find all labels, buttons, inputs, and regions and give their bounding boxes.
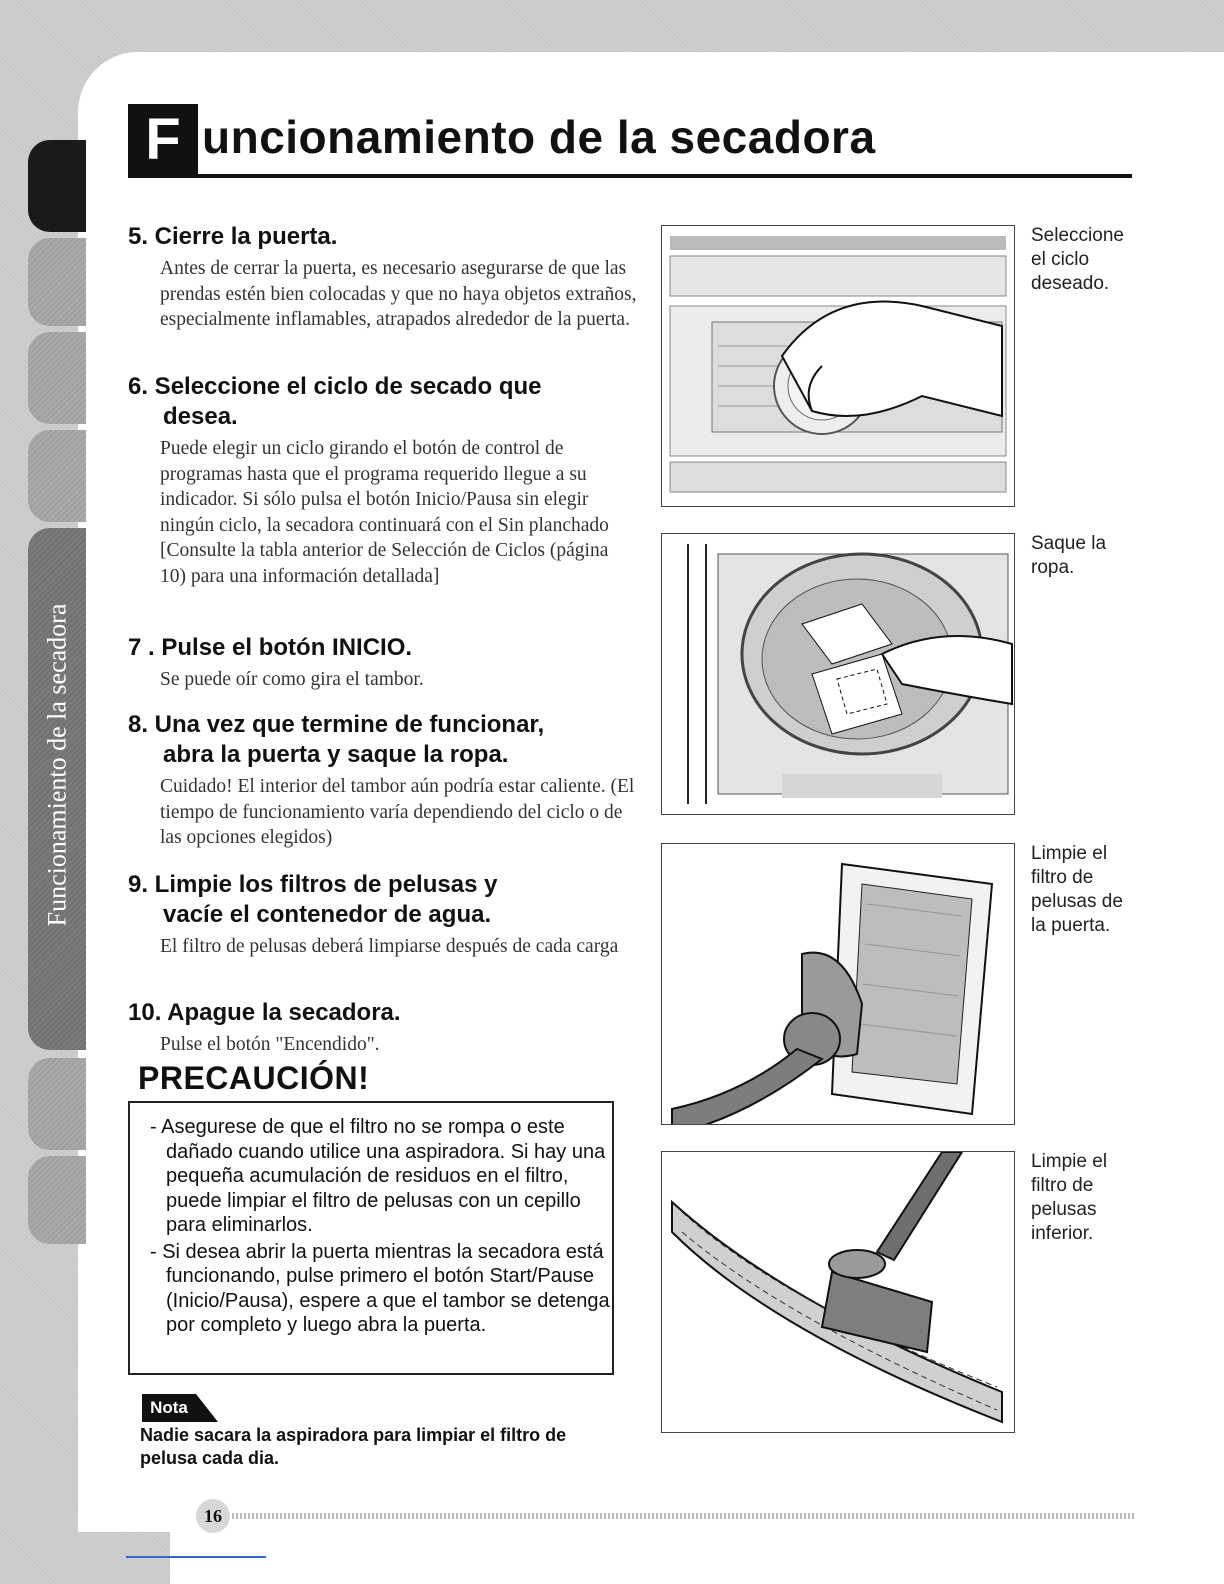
figure-caption: Limpie el filtro de pelusas de la puerta. (1031, 843, 1123, 936)
figure-caption: Limpie el filtro de pelusas inferior. (1031, 1151, 1108, 1244)
step-body: Cuidado! El interior del tambor aún podría estar caliente. (El tiempo de funcionamiento varía dependiendo del ciclo o de las opciones elegidos) (160, 776, 635, 848)
page-number: 16 (196, 1499, 230, 1533)
step-body: Pulse el botón "Encendido". (160, 1034, 380, 1055)
caution-title: PRECAUCIÓN! (138, 1060, 370, 1096)
caution-item: - Asegurese de que el filtro no se rompa o este dañado cuando utilice una aspiradora. Si hay una pequeña acumulación de residuos en el filtro, puede limpiar el filtro de pelusas con un cepillo para eliminarlos. (150, 1116, 606, 1236)
step-8 (128, 710, 638, 851)
side-tab-2[interactable] (28, 238, 86, 326)
step-heading: 10. Apague la secadora. (128, 999, 401, 1026)
step-5 (128, 222, 638, 333)
side-tab-6[interactable] (28, 1058, 86, 1150)
side-tab-3[interactable] (28, 332, 86, 424)
lower-lint-filter-illustration (661, 1151, 1015, 1433)
step-7 (128, 633, 638, 693)
step-heading: 5. Cierre la puerta. (128, 223, 338, 250)
side-tab-7[interactable] (28, 1156, 86, 1244)
caution-box (128, 1101, 614, 1375)
page-title: uncionamiento de la secadora (202, 111, 876, 163)
step-body: Puede elegir un ciclo girando el botón de control de programas hasta que el programa requerido llegue a su indicador. Si sólo pulsa el botón Inicio/Pausa sin elegir ningún ciclo, la secadora continuará con el Sin planchado [Consulte la tabla anterior de Selección de Ciclos (página 10) para una información detallada] (160, 438, 609, 587)
step-body: Se puede oír como gira el tambor. (160, 669, 424, 690)
remove-clothes-illustration (661, 533, 1015, 815)
step-6 (128, 372, 638, 589)
door-lint-filter-illustration (661, 843, 1015, 1125)
step-heading: 9. Limpie los filtros de pelusas y vacíe el contenedor de agua. (128, 871, 498, 928)
side-tab-1[interactable] (28, 140, 86, 232)
side-tab-label: Funcionamiento de la secadora (42, 603, 71, 927)
nota-text: Nadie sacara la aspiradora para limpiar el filtro de pelusa cada dia. (140, 1425, 567, 1468)
side-tab-4[interactable] (28, 430, 86, 522)
step-heading: 8. Una vez que termine de funcionar, abra la puerta y saque la ropa. (128, 711, 545, 768)
step-heading: 6. Seleccione el ciclo de secado que desea. (128, 373, 542, 430)
title-letter-box: F (128, 104, 198, 174)
footer-rule (232, 1513, 1136, 1519)
step-10 (128, 998, 638, 1058)
step-9 (128, 870, 638, 960)
page-sheet-bottom (170, 1520, 1224, 1584)
step-heading: 7 . Pulse el botón INICIO. (128, 634, 413, 661)
nota-label: Nota (142, 1394, 196, 1422)
footer-link-underline[interactable] (126, 1556, 266, 1558)
page-header (128, 102, 1138, 178)
step-body: El filtro de pelusas deberá limpiarse después de cada carga (160, 936, 619, 957)
title-underline (128, 174, 1132, 178)
figure-caption: Seleccione el ciclo deseado. (1031, 225, 1124, 294)
caution-item: - Si desea abrir la puerta mientras la secadora está funcionando, pulse primero el botón Start/Pause (Inicio/Pausa), espere a que el tambor se detenga por completo y luego abra la puerta. (150, 1240, 610, 1336)
step-body: Antes de cerrar la puerta, es necesario asegurarse de que las prendas estén bien colocadas y que no haya objetos extraños, especialmente inflamables, atrapados alrededor de la puerta. (160, 258, 637, 330)
figure-caption: Saque la ropa. (1031, 533, 1107, 578)
control-dial-illustration (661, 225, 1015, 507)
